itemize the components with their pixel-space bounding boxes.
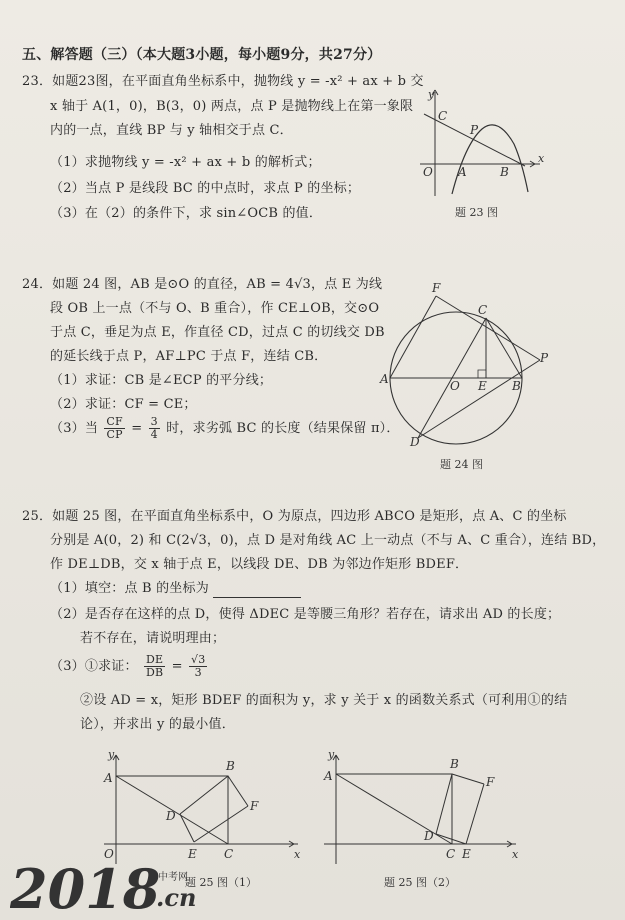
q25-frac-den: DB bbox=[145, 666, 164, 679]
q25-part-2b: 若不存在，请说明理由； bbox=[80, 631, 226, 646]
q25-figure-2 bbox=[318, 752, 523, 868]
q23-line-3: 内的一点，直线 BP 与 y 轴相交于点 C． bbox=[50, 123, 293, 138]
q24-line-3: 于点 C，垂足为点 E，作直径 CD，过点 C 的切线交 DB bbox=[50, 325, 385, 340]
q24-tangent-pc bbox=[436, 296, 540, 360]
q24-part-3-prefix: （3）当 bbox=[50, 421, 99, 436]
q25-frac-eq: = bbox=[171, 659, 183, 674]
q25-part-1-text: （1）填空：点 B 的坐标为 bbox=[50, 581, 209, 596]
logo-domain: .cn bbox=[156, 883, 197, 912]
q23-label-b: B bbox=[500, 165, 509, 179]
q25f1-label-y: y bbox=[108, 752, 115, 761]
q24-label-p: P bbox=[540, 351, 549, 365]
q25f2-label-d: D bbox=[424, 829, 434, 843]
q24-frac2-den: 4 bbox=[150, 428, 158, 441]
q23-caption: 题 23 图 bbox=[455, 206, 498, 219]
q23-part-3: （3）在（2）的条件下，求 sin∠OCB 的值． bbox=[50, 206, 323, 221]
logo-year: 2018 bbox=[10, 858, 161, 914]
q23-parabola bbox=[452, 125, 528, 194]
q23-figure bbox=[410, 84, 550, 204]
q24-frac2-num: 3 bbox=[150, 415, 158, 428]
q25-frac2-num: √3 bbox=[191, 653, 206, 666]
q24-segment-cb bbox=[486, 318, 522, 378]
q25f2-segment-ef bbox=[466, 784, 484, 844]
q24-label-a: A bbox=[380, 372, 389, 386]
q24-segment-af bbox=[390, 296, 436, 378]
q25-line-1: 25．如题 25 图，在平面直角坐标系中，O 为原点，四边形 ABCO 是矩形，点 A、C 的坐标 bbox=[22, 509, 567, 524]
q25-figure-1 bbox=[98, 752, 308, 868]
q24-label-e: E bbox=[478, 379, 487, 393]
q24-label-b: B bbox=[512, 379, 521, 393]
logo-site-name: 中考网 bbox=[158, 872, 188, 883]
q23-label-y: y bbox=[428, 88, 435, 101]
q25-part-3a-prefix: （3）①求证： bbox=[50, 659, 138, 674]
q25f2-diagonal-ac bbox=[336, 774, 452, 844]
q25f2-label-c: C bbox=[446, 847, 456, 861]
q25f2-segment-db bbox=[436, 774, 452, 834]
q23-label-x: x bbox=[538, 152, 545, 165]
q25-caption-2: 题 25 图（2） bbox=[384, 876, 456, 889]
q25f1-label-e: E bbox=[188, 847, 197, 861]
q25-frac2-den: 3 bbox=[194, 666, 202, 679]
q24-frac-eq: = bbox=[131, 421, 143, 436]
q24-fraction-cf-cp bbox=[104, 416, 124, 441]
q25-answer-blank[interactable] bbox=[213, 583, 301, 598]
q25f2-label-b: B bbox=[450, 757, 459, 771]
q24-line-2: 段 OB 上一点（不与 O、B 重合），作 CE⊥OB，交⊙O bbox=[50, 301, 380, 316]
q24-label-f: F bbox=[432, 281, 441, 295]
q24-part-3 bbox=[50, 416, 400, 442]
q25f1-segment-db bbox=[180, 776, 228, 814]
q24-caption: 题 24 图 bbox=[440, 458, 483, 471]
q25-line-3: 作 DE⊥DB，交 x 轴于点 E，以线段 DE、DB 为邻边作矩形 BDEF． bbox=[50, 557, 469, 572]
q25f1-label-d: D bbox=[166, 809, 176, 823]
q24-line-1: 24．如题 24 图，AB 是⊙O 的直径，AB = 4√3，点 E 为线 bbox=[22, 277, 383, 292]
q25f1-label-o: O bbox=[104, 847, 114, 861]
q25f2-segment-de bbox=[436, 834, 466, 844]
q25-fraction-de-db bbox=[144, 654, 165, 679]
q25f2-label-e: E bbox=[462, 847, 471, 861]
q25-part-1 bbox=[50, 580, 301, 598]
q23-part-1: （1）求抛物线 y = -x² + ax + b 的解析式； bbox=[50, 155, 321, 170]
q23-label-c: C bbox=[438, 109, 448, 123]
q24-fraction-3-4 bbox=[149, 416, 160, 441]
q25-part-2a: （2）是否存在这样的点 D，使得 ΔDEC 是等腰三角形？若存在，请求出 AD 的长度； bbox=[50, 607, 561, 622]
q24-label-o: O bbox=[450, 379, 460, 393]
q25f1-segment-ef bbox=[194, 806, 248, 842]
q24-part-2: （2）求证：CF = CE； bbox=[50, 397, 197, 412]
q25-line-2: 分别是 A(0，2) 和 C(2√3，0)，点 D 是对角线 AC 上一动点（不与 A、C 重合），连结 BD， bbox=[50, 533, 606, 548]
q25-part-3c: 论），并求出 y 的最小值． bbox=[80, 717, 235, 732]
q23-label-a: A bbox=[458, 165, 467, 179]
q23-label-o: O bbox=[423, 165, 433, 179]
q23-line-1: 23．如题23图，在平面直角坐标系中，抛物线 y = -x² + ax + b 交 bbox=[22, 74, 424, 89]
q25-caption-1: 题 25 图（1） bbox=[185, 876, 257, 889]
q24-label-d: D bbox=[410, 435, 420, 449]
q24-line-db-p bbox=[418, 360, 540, 438]
q25f2-label-x: x bbox=[512, 848, 519, 861]
q24-part-3-suffix: 时，求劣弧 BC 的长度（结果保留 π）． bbox=[166, 421, 400, 436]
q24-frac-num: CF bbox=[106, 415, 123, 428]
q25-frac-num: DE bbox=[146, 653, 164, 666]
q25f2-label-f: F bbox=[486, 775, 495, 789]
q25f1-label-a: A bbox=[104, 771, 113, 785]
q25f1-label-b: B bbox=[226, 759, 235, 773]
q25f1-label-c: C bbox=[224, 847, 234, 861]
q25-part-3b: ②设 AD = x，矩形 BDEF 的面积为 y，求 y 关于 x 的函数关系式（可利用①的结 bbox=[80, 693, 568, 708]
q24-frac-den: CP bbox=[106, 428, 123, 441]
q24-label-c: C bbox=[478, 303, 488, 317]
q25f2-label-a: A bbox=[324, 769, 333, 783]
q24-line-4: 的延长线于点 P，AF⊥PC 于点 F，连结 CB． bbox=[50, 349, 328, 364]
q25-part-3a bbox=[50, 652, 209, 682]
q24-figure bbox=[378, 280, 558, 455]
site-logo bbox=[10, 858, 210, 914]
q23-line-2: x 轴于 A(1，0)，B(3，0) 两点，点 P 是抛物线上在第一象限 bbox=[50, 99, 414, 114]
q25f1-label-f: F bbox=[250, 799, 259, 813]
q25f2-label-y: y bbox=[328, 752, 335, 761]
q23-label-p: P bbox=[470, 123, 479, 137]
q25-fraction-root3-3 bbox=[189, 654, 207, 679]
q23-part-2: （2）当点 P 是线段 BC 的中点时，求点 P 的坐标； bbox=[50, 181, 361, 196]
q25f1-label-x: x bbox=[294, 848, 301, 861]
section-title: 五、解答题（三）（本大题3小题，每小题9分，共27分） bbox=[22, 47, 382, 63]
q25f1-segment-de bbox=[180, 814, 194, 842]
q24-part-1: （1）求证：CB 是∠ECP 的平分线； bbox=[50, 373, 273, 388]
q25f1-segment-bf bbox=[228, 776, 248, 806]
q25f2-segment-bf bbox=[452, 774, 484, 784]
